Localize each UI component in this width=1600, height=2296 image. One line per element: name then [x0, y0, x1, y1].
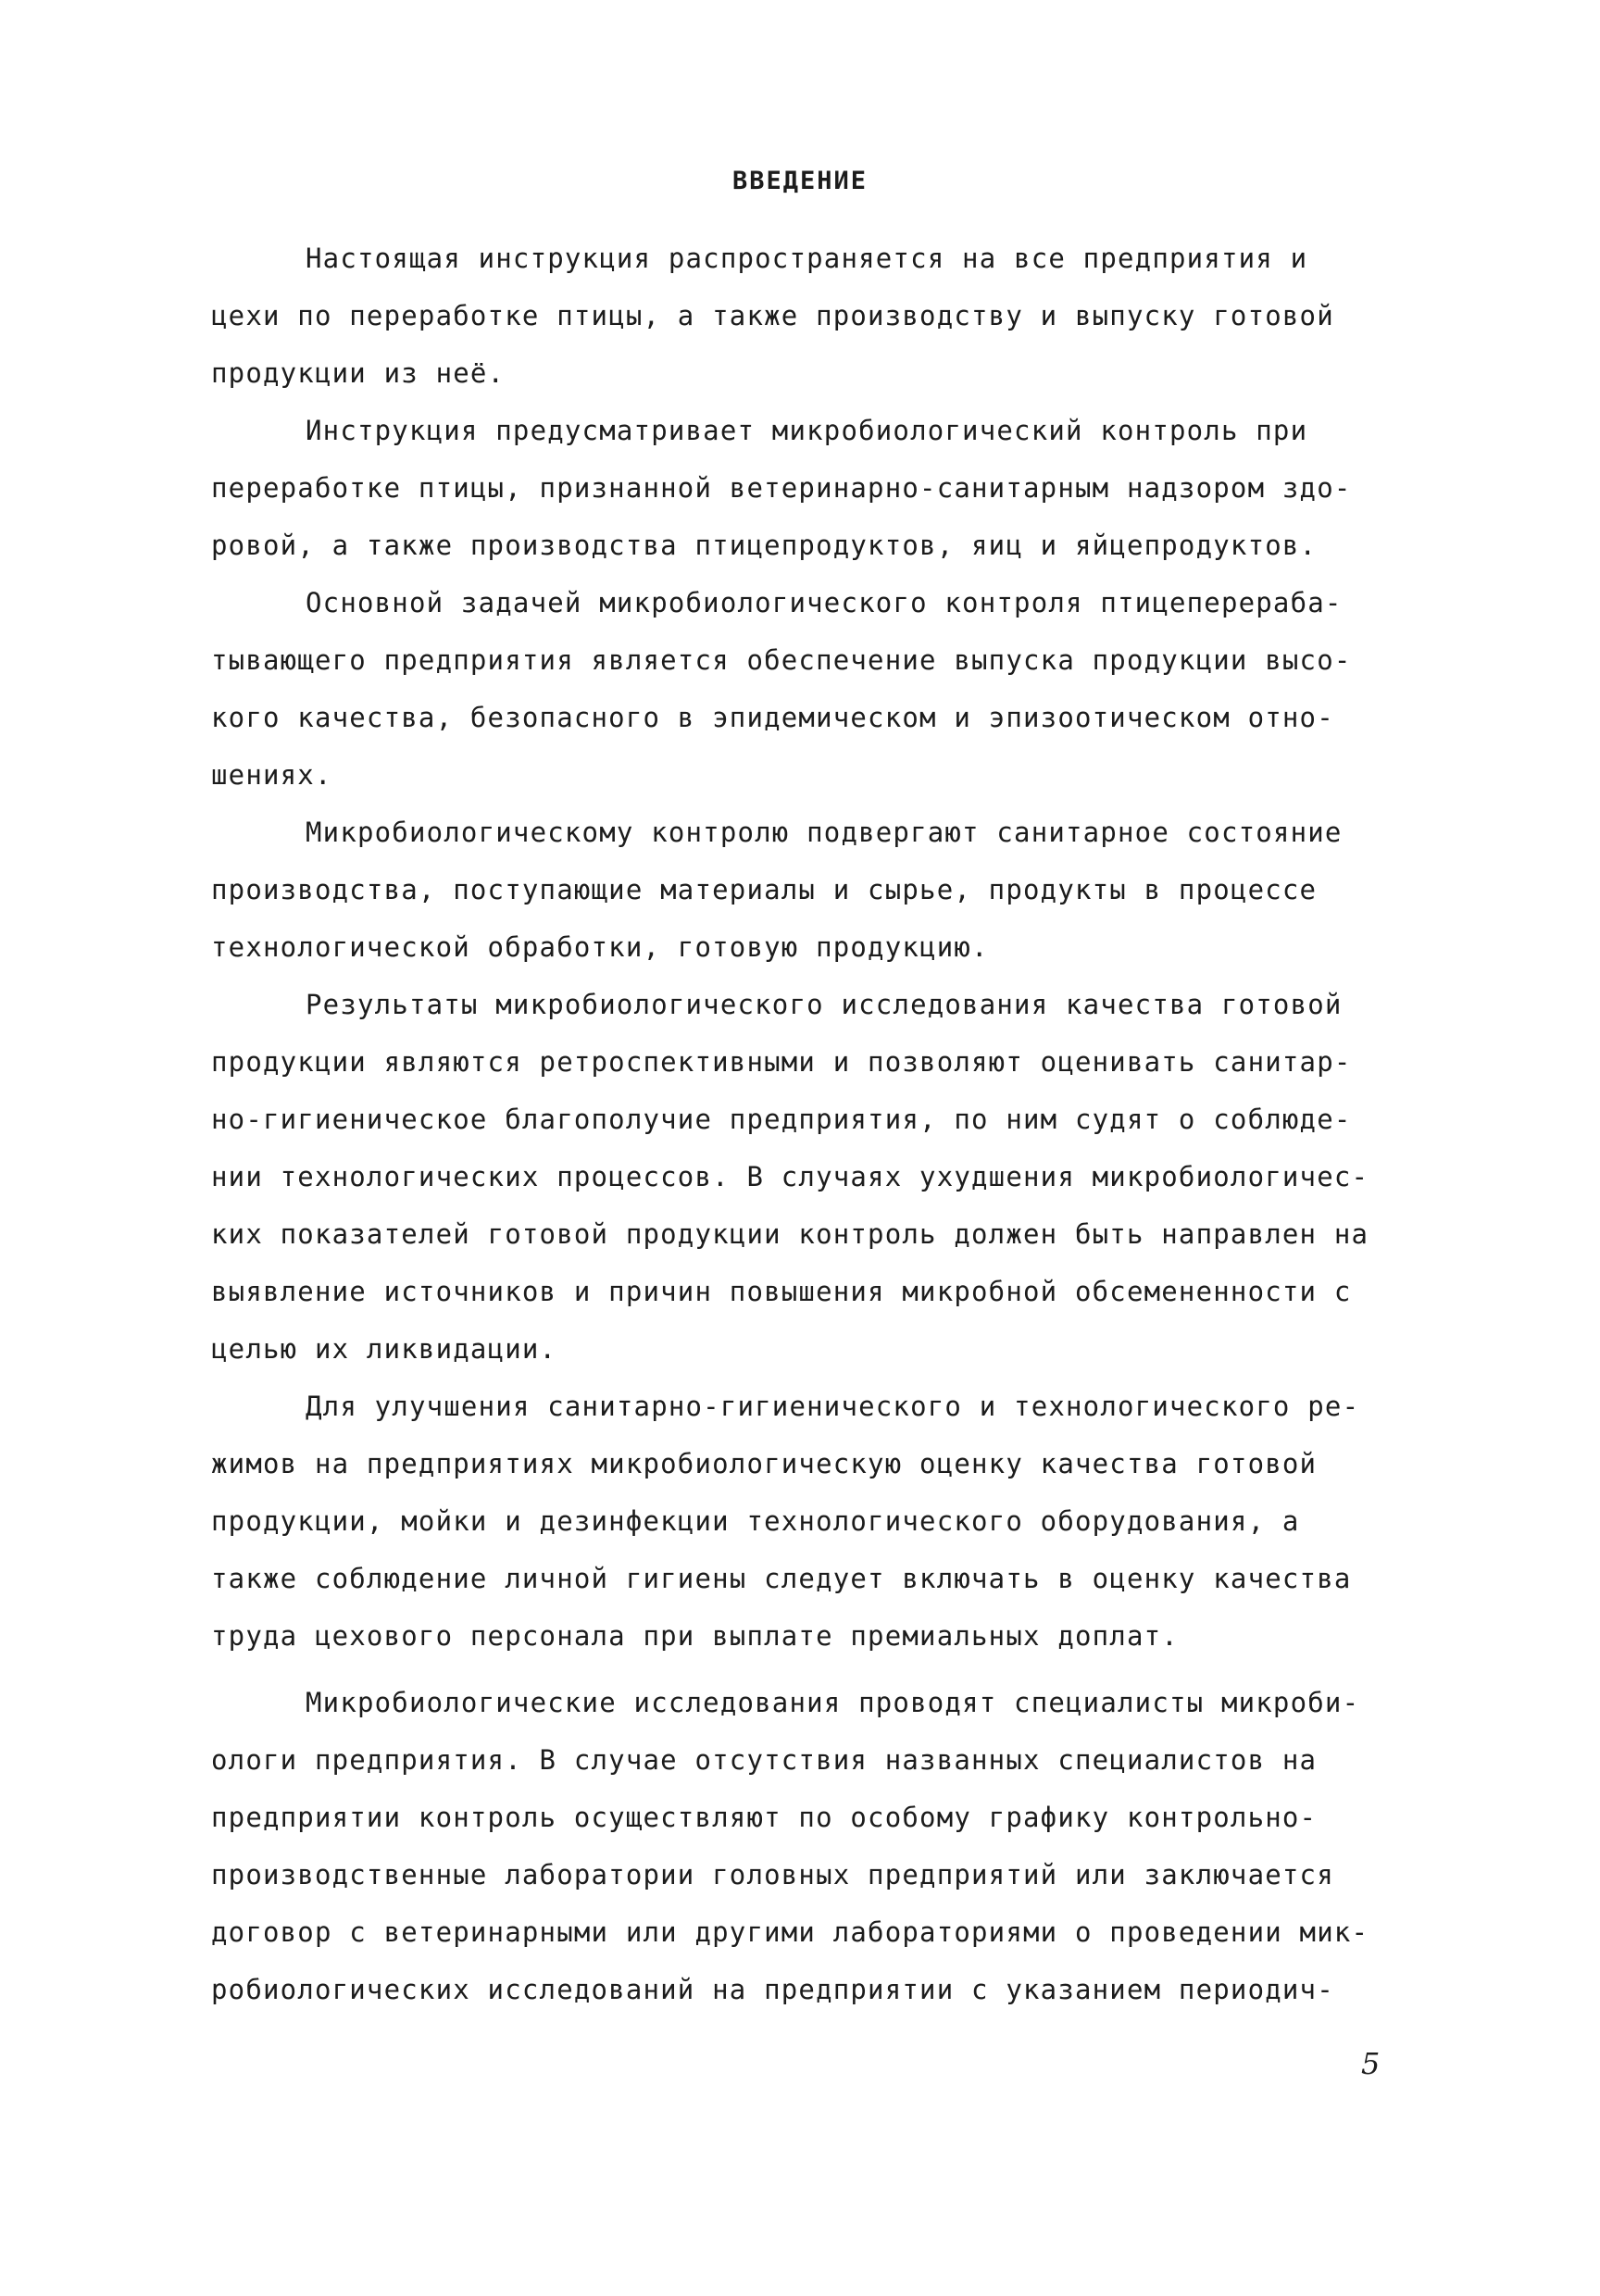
text-line-4: Инструкция предусматривает микробиологический контроль при	[306, 415, 1308, 446]
text-line-22: жимов на предприятиях микробиологическую оценку качества готовой	[211, 1448, 1318, 1479]
text-line-20: целью их ликвидации.	[211, 1333, 557, 1365]
text-line-16: но-гигиеническое благополучие предприятия, по ним судят о соблюде-	[211, 1104, 1352, 1135]
text-line-10: шениях.	[211, 759, 332, 791]
text-line-29: производственные лаборатории головных предприятий или заключается	[211, 1859, 1334, 1890]
text-line-26: Микробиологические исследования проводят специалисты микроби-	[306, 1687, 1360, 1718]
text-line-23: продукции, мойки и дезинфекции технологического оборудования, а	[211, 1505, 1300, 1537]
text-line-9: кого качества, безопасного в эпидемическом и эпизоотическом отно-	[211, 702, 1334, 733]
document-title: ВВЕДЕНИЕ	[731, 167, 869, 195]
text-line-2: цехи по переработке птицы, а также производству и выпуску готовой	[211, 300, 1334, 331]
text-line-30: договор с ветеринарными или другими лабораториями о проведении мик-	[211, 1916, 1369, 1948]
page-number: 5	[1361, 2046, 1381, 2081]
text-line-5: переработке птицы, признанной ветеринарно-санитарным надзором здо-	[211, 472, 1352, 504]
text-line-3: продукции из неё.	[211, 357, 506, 389]
text-line-1: Настоящая инструкция распространяется на все предприятия и	[306, 243, 1308, 274]
text-line-19: выявление источников и причин повышения микробной обсемененности с	[211, 1276, 1352, 1307]
text-line-13: технологической обработки, готовую продукцию.	[211, 931, 989, 963]
text-line-6: ровой, а также производства птицепродуктов, яиц и яйцепродуктов.	[211, 530, 1318, 561]
text-line-8: тывающего предприятия является обеспечение выпуска продукции высо-	[211, 644, 1352, 676]
text-line-31: робиологических исследований на предприятии с указанием периодич-	[211, 1974, 1334, 2005]
text-line-24: также соблюдение личной гигиены следует включать в оценку качества	[211, 1563, 1352, 1594]
text-line-25: труда цехового персонала при выплате премиальных доплат.	[211, 1620, 1179, 1652]
text-line-18: ких показателей готовой продукции контроль должен быть направлен на	[211, 1218, 1369, 1250]
text-line-21: Для улучшения санитарно-гигиенического и технологического ре-	[306, 1391, 1360, 1422]
text-line-12: производства, поступающие материалы и сырье, продукты в процессе	[211, 874, 1318, 905]
text-line-14: Результаты микробиологического исследования качества готовой	[306, 989, 1343, 1020]
text-line-15: продукции являются ретроспективными и позволяют оценивать санитар-	[211, 1046, 1352, 1078]
text-line-27: ологи предприятия. В случае отсутствия названных специалистов на	[211, 1744, 1318, 1776]
text-line-17: нии технологических процессов. В случаях ухудшения микробиологичес-	[211, 1161, 1369, 1192]
text-line-28: предприятии контроль осуществляют по особому графику контрольно-	[211, 1802, 1318, 1833]
text-line-7: Основной задачей микробиологического контроля птицеперераба-	[306, 587, 1343, 618]
text-line-11: Микробиологическому контролю подвергают санитарное состояние	[306, 817, 1343, 848]
